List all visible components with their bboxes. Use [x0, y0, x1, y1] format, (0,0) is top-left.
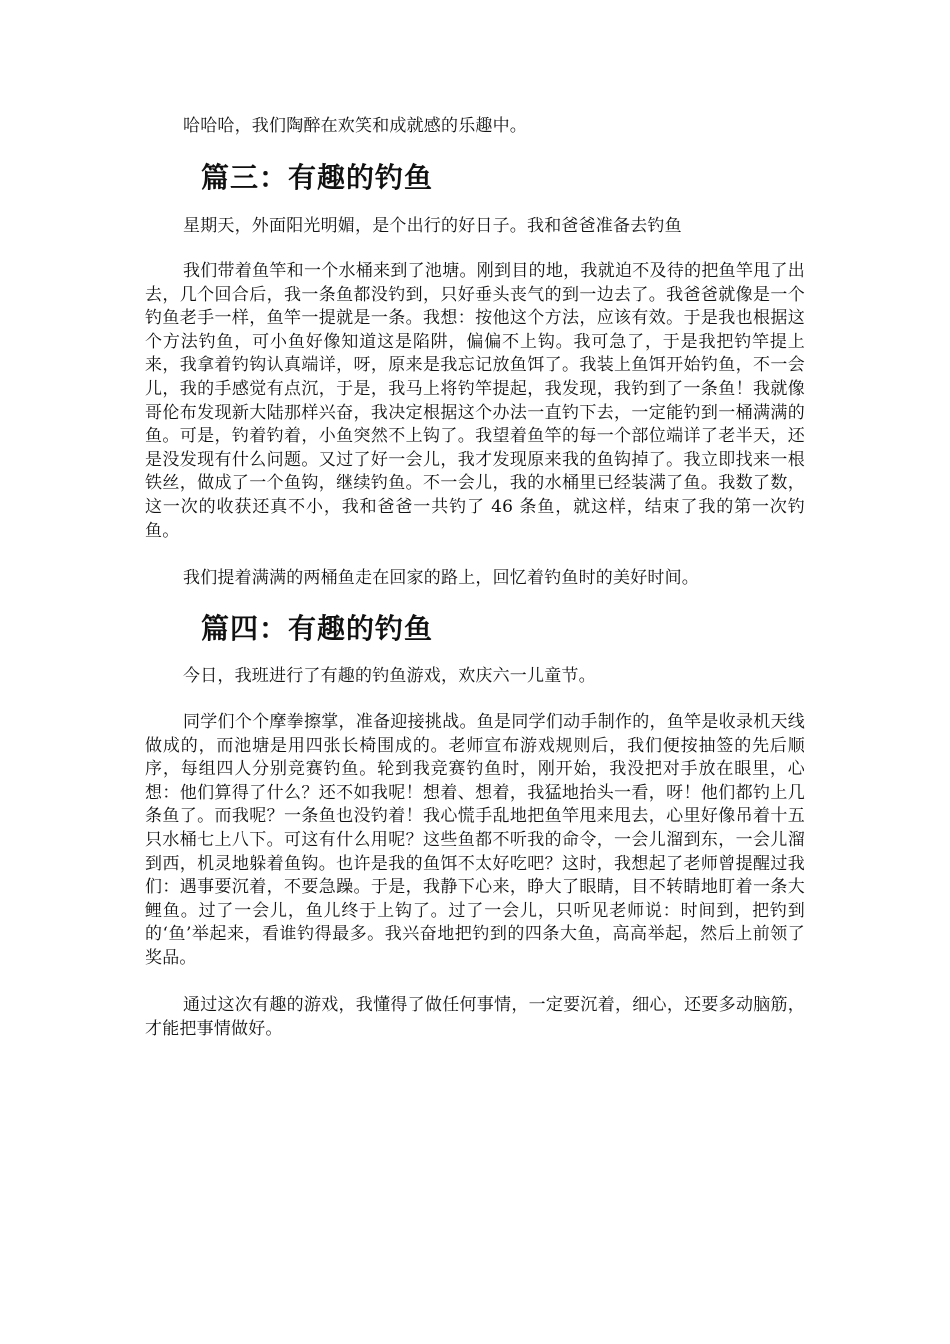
section-3-paragraph-3: 我们提着满满的两桶鱼走在回家的路上，回忆着钓鱼时的美好时间。 — [183, 568, 699, 588]
section-3-paragraph-1: 星期天，外面阳光明媚，是个出行的好日子。我和爸爸准备去钓鱼 — [183, 216, 682, 236]
section-4-title: 篇四：有趣的钓鱼 — [201, 612, 434, 645]
section-4-paragraph-2: 同学们个个摩拳擦掌，准备迎接挑战。鱼是同学们动手制作的，鱼竿是收录机天线做成的，而池塘是用四张长椅围成的。老师宣布游戏规则后，我们便按抽签的先后顺序，每组四人分别竞赛钓鱼。轮到我竞赛钓鱼时，刚开始，我没把对手放在眼里，心想：他们算得了什么？还不如我呢！想着、想着，我猛地抬头一看，呀！他们都钓上几条鱼了。而我呢？一条鱼也没钓着！我心慌手乱地把鱼竿甩来甩去，心里好像吊着十五只水桶七上八下。可这有什么用呢？这些鱼都不听我的命令，一会儿溜到东，一会儿溜到西，机灵地躲着鱼钩。也许是我的鱼饵不太好吃吧？这时，我想起了老师曾提醒过我们：遇事要沉着，不要急躁。于是，我静下心来，睁大了眼睛，目不转睛地盯着一条大鲤鱼。过了一会儿，鱼儿终于上钩了。过了一会儿，只听见老师说：时间到，把钓到的‘鱼’举起来，看谁钓得最多。我兴奋地把钓到的四条大鱼，高高举起，然后上前领了奖品。 — [145, 712, 805, 968]
section-3-title: 篇三：有趣的钓鱼 — [201, 161, 434, 194]
intro-closing-paragraph: 哈哈哈，我们陶醉在欢笑和成就感的乐趣中。 — [183, 116, 527, 136]
section-3-paragraph-2: 我们带着鱼竿和一个水桶来到了池塘。刚到目的地，我就迫不及待的把鱼竿甩了出去，几个回合后，我一条鱼都没钓到，只好垂头丧气的到一边去了。我爸爸就像是一个钓鱼老手一样，鱼竿一提就是一条。我想：按他这个方法，应该有效。于是我也根据这个方法钓鱼，可小鱼好像知道这是陷阱，偏偏不上钩。我可急了，于是我把钓竿提上来，我拿着钓钩认真端详，呀，原来是我忘记放鱼饵了。我装上鱼饵开始钓鱼，不一会儿，我的手感觉有点沉，于是，我马上将钓竿提起，我发现，我钓到了一条鱼！我就像哥伦布发现新大陆那样兴奋，我决定根据这个办法一直钓下去，一定能钓到一桶满满的鱼。可是，钓着钓着，小鱼突然不上钩了。我望着鱼竿的每一个部位端详了老半天，还是没发现有什么问题。又过了好一会儿，我才发现原来我的鱼钩掉了。我立即找来一根铁丝，做成了一个鱼钩，继续钓鱼。不一会儿，我的水桶里已经装满了鱼。我数了数，这一次的收获还真不小，我和爸爸一共钓了 46 条鱼，就这样，结束了我的第一次钓鱼。 — [145, 261, 805, 541]
section-4-paragraph-3: 通过这次有趣的游戏，我懂得了做任何事情，一定要沉着，细心，还要多动脑筋，才能把事情做好。 — [145, 995, 805, 1039]
section-4-paragraph-1: 今日，我班进行了有趣的钓鱼游戏，欢庆六一儿童节。 — [183, 666, 596, 686]
